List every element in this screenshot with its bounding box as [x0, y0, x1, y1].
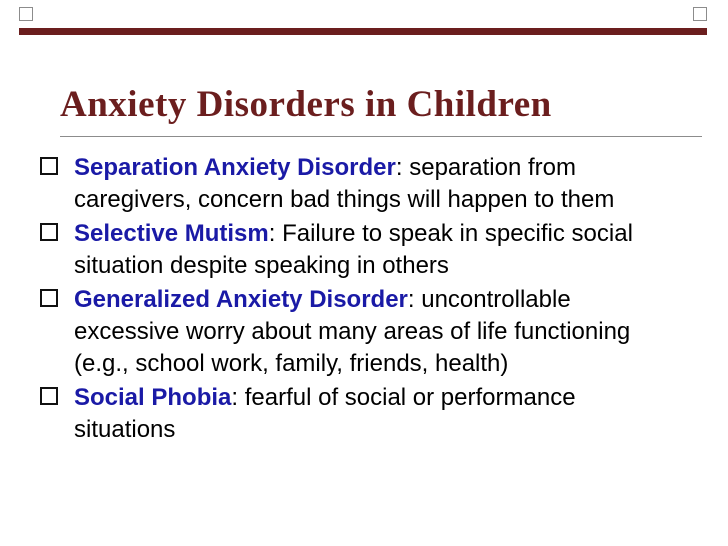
bullet-line [74, 284, 690, 316]
bullet-text: fearful of social or performance [244, 384, 576, 411]
hollow-square-bullet-icon [40, 157, 58, 175]
slide-title: Anxiety Disorders in Children [60, 84, 552, 125]
bullet-item-selective-mutism [40, 218, 690, 282]
hollow-square-bullet-icon [40, 289, 58, 307]
bullet-term: Selective Mutism [74, 220, 269, 247]
hollow-square-bullet-icon [40, 223, 58, 241]
bullet-line: (e.g., school work, family, friends, health) [74, 350, 509, 377]
bullet-text: Failure to speak in specific social [282, 220, 633, 247]
bullet-line: excessive worry about many areas of life functioning [74, 318, 631, 345]
decor-square-icon [19, 7, 33, 21]
bullet-item-separation-anxiety [40, 152, 690, 216]
bullet-line: caregivers, concern bad things will happen to them [74, 186, 615, 213]
bullet-text: separation from [409, 154, 576, 181]
bullet-term: Social Phobia [74, 384, 232, 411]
bullet-item-generalized-anxiety [40, 284, 690, 380]
bullet-line: situations [74, 416, 176, 443]
bullet-separator: : [395, 154, 410, 181]
bullet-term: Separation Anxiety Disorder [74, 154, 396, 181]
bullet-separator: : [231, 384, 245, 411]
bullet-line [74, 152, 690, 184]
bullet-term: Generalized Anxiety Disorder [74, 286, 408, 313]
top-accent-bar [19, 28, 707, 35]
bullet-item-social-phobia [40, 382, 690, 446]
decor-square-icon [693, 7, 707, 21]
bullet-separator: : [268, 220, 283, 247]
bullet-line: situation despite speaking in others [74, 252, 449, 279]
bullet-text: uncontrollable [421, 286, 571, 313]
bullet-list [40, 152, 690, 448]
bullet-line [74, 218, 690, 250]
title-divider [60, 136, 702, 137]
bullet-separator: : [407, 286, 422, 313]
hollow-square-bullet-icon [40, 387, 58, 405]
bullet-line [74, 382, 690, 414]
